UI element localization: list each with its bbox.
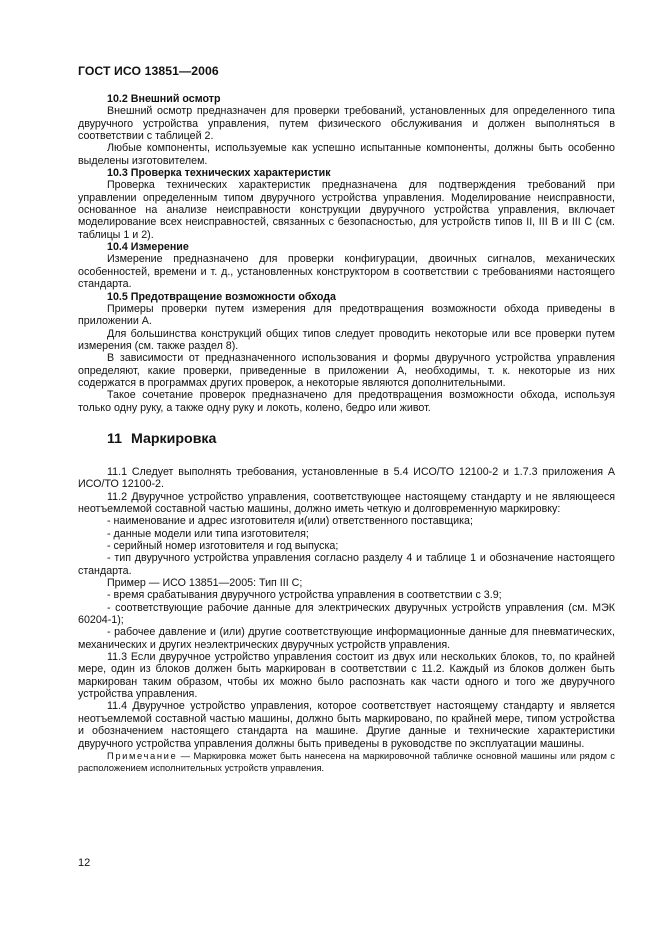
note-text: — Маркировка может быть нанесена на маркировочной табличке основной машины или рядом с расположением исполнительных устройств управления. bbox=[78, 749, 615, 773]
paragraph: 11.4 Двуручное устройство управления, которое соответствует настоящему стандарту и является неотъемлемой составной частью машины, должно быть маркировано, по крайней мере, типом устройства и обозначением настоящего стандарта на машине. Другие данные и технические характеристики двуручного устройства управления должны быть приведены в руководстве по эксплуатации машины. bbox=[78, 700, 615, 750]
subsection-heading-10-2: 10.2 Внешний осмотр bbox=[107, 93, 221, 105]
note-label: Примечание bbox=[107, 749, 178, 761]
paragraph: Внешний осмотр предназначен для проверки требований, установленных для определенного типа двуручного устройства управления, путем физического обслуживания и должен выполняться в соответствии с таблицей 2. bbox=[78, 105, 615, 143]
paragraph: Для большинства конструкций общих типов следует проводить некоторые или все проверки путем измерения (см. также раздел 8). bbox=[78, 327, 615, 352]
subsection-heading-10-3: 10.3 Проверка технических характеристик bbox=[107, 167, 331, 180]
subsection-heading-10-4: 10.4 Измерение bbox=[107, 241, 189, 254]
list-item: - тип двуручного устройства управления согласно разделу 4 и таблице 1 и обозначение настоящего стандарта. bbox=[78, 552, 615, 577]
paragraph: 11.3 Если двуручное устройство управления состоит из двух или нескольких блоков, то, по крайней мере, один из блоков должен быть маркирован в соответствии с 11.2. Каждый из блоков должен быть маркирован таким образом, чтобы их можно было распознать как части одного и того же двуручного устройства управления. bbox=[78, 651, 615, 701]
section-title: Маркировка bbox=[131, 430, 217, 447]
note bbox=[78, 750, 615, 774]
paragraph: Такое сочетание проверок предназначено для предотвращения возможности обхода, используя только одну руку, а также одну руку и локоть, колено, бедро или живот. bbox=[78, 389, 615, 414]
document-header: ГОСТ ИСО 13851—2006 bbox=[78, 64, 219, 78]
document-body bbox=[78, 93, 615, 774]
paragraph: Примеры проверки путем измерения для предотвращения возможности обхода приведены в приложении А. bbox=[78, 302, 615, 328]
paragraph: Проверка технических характеристик предназначена для подтверждения требований при управлении определенным типом двуручного устройства управления. Моделирование неисправности, основанное на анализе неисправности конструкции двуручного устройства управления, включает моделирование всех неисправностей, связанных с безопасностью, для устройств типов II, III B и III C (см. таблицы 1 и 2). bbox=[78, 179, 615, 241]
list-item: - соответствующие рабочие данные для электрических двуручных устройств управления (см. МЭК 60204-1); bbox=[78, 601, 615, 627]
subsection-heading-10-5: 10.5 Предотвращение возможности обхода bbox=[107, 290, 336, 303]
list-item: - серийный номер изготовителя и год выпуска; bbox=[107, 540, 339, 552]
section-heading-11 bbox=[107, 431, 615, 447]
section-number: 11 bbox=[107, 430, 122, 447]
list-item: - наименование и адрес изготовителя и(или) ответственного поставщика; bbox=[107, 515, 473, 528]
list-item: - рабочее давление и (или) другие соответствующие информационные данные для пневматических, механических и других неэлектрических двуручных устройств управления. bbox=[78, 626, 615, 651]
list-item: - время срабатывания двуручного устройства управления в соответствии с 3.9; bbox=[107, 589, 502, 602]
page-number: 12 bbox=[78, 857, 91, 869]
paragraph: Любые компоненты, используемые как успешно испытанные компоненты, должны быть особенно выделены изготовителем. bbox=[78, 142, 615, 167]
paragraph: В зависимости от предназначенного использования и формы двуручного устройства управления определяют, какие проверки, приведенные в приложении А, необходимы, т. к. некоторые из них содержатся в программах других проверок, а некоторые являются дополнительными. bbox=[78, 352, 615, 389]
paragraph: 11.1 Следует выполнять требования, установленные в 5.4 ИСО/ТО 12100-2 и 1.7.3 приложения А ИСО/ТО 12100-2. bbox=[78, 465, 615, 491]
paragraph: 11.2 Двуручное устройство управления, соответствующее настоящему стандарту и не являющееся неотъемлемой составной частью машины, должно иметь четкую и долговременную маркировку: bbox=[78, 490, 615, 515]
example-line: Пример — ИСО 13851—2005: Тип III C; bbox=[107, 577, 303, 590]
paragraph: Измерение предназначено для проверки конфигурации, двоичных сигналов, механических особенностей, времени и т. д., установленных конструктором в соответствии с требованиями настоящего стандарта. bbox=[78, 253, 615, 291]
list-item: - данные модели или типа изготовителя; bbox=[107, 527, 309, 540]
